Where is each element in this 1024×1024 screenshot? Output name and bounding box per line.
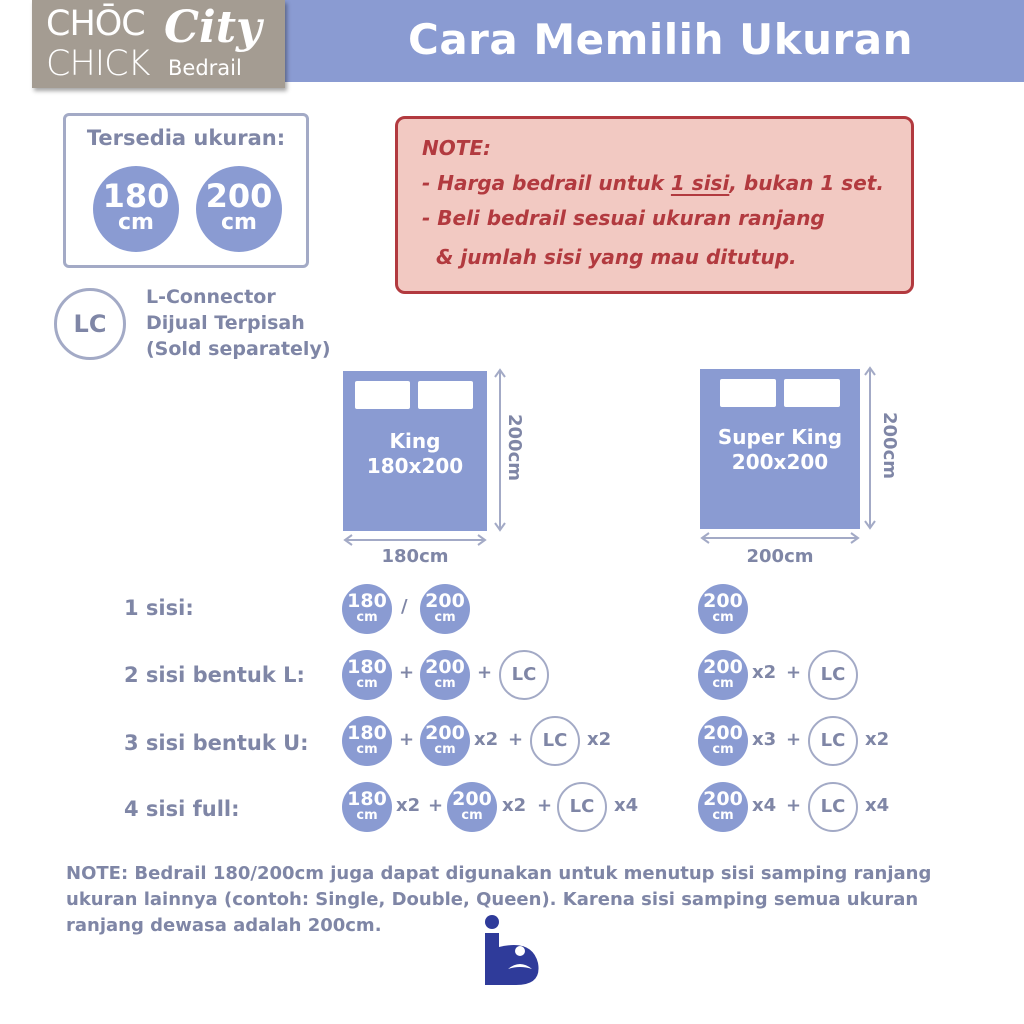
- multiplier: x4: [865, 795, 890, 816]
- multiplier: x3: [752, 729, 777, 750]
- note-line-2: - Beli bedrail sesuai ukuran ranjang: [422, 206, 825, 230]
- available-sizes-title: Tersedia ukuran:: [86, 126, 286, 150]
- multiplier: x2: [865, 729, 890, 750]
- multiplier: x2: [396, 795, 421, 816]
- footer-note: NOTE: Bedrail 180/200cm juga dapat digunakan untuk menutup sisi samping ranjang ukuran lainnya (contoh: Single, Double, Queen). Karena sisi samping semua ukuran ranjang dewasa adalah 200cm.: [66, 863, 932, 936]
- badge-value: 200: [425, 590, 465, 612]
- multiplier: x2: [502, 795, 527, 816]
- plus-operator: +: [537, 795, 553, 816]
- badge-value: 180: [347, 722, 387, 744]
- bedrail-180-badge: [342, 716, 392, 766]
- badge-value: 200: [452, 788, 492, 810]
- bedrail-200-badge: [698, 584, 748, 634]
- note-line-1: [422, 171, 884, 195]
- bedrail-200-badge: [698, 716, 748, 766]
- king-width-label: 180cm: [381, 546, 449, 567]
- bedrail-200-badge: [420, 716, 470, 766]
- king-length-label: 200cm: [504, 414, 525, 481]
- lc-badge: LC: [557, 782, 607, 832]
- multiplier: x4: [614, 795, 639, 816]
- bedrail-200-badge: [420, 584, 470, 634]
- king-bed-size: 180x200: [366, 454, 464, 478]
- badge-value: 200: [703, 722, 743, 744]
- badge-value: 200: [703, 656, 743, 678]
- row-label-4-side: 4 sisi full:: [124, 797, 240, 821]
- badge-unit: cm: [356, 808, 378, 823]
- plus-operator: +: [786, 795, 802, 816]
- size-badge-unit: cm: [221, 210, 257, 235]
- lc-badge: LC: [54, 288, 126, 360]
- badge-unit: cm: [434, 610, 456, 625]
- row-label-1-side: 1 sisi:: [124, 596, 194, 620]
- badge-value: 200: [703, 788, 743, 810]
- plus-operator: +: [428, 795, 444, 816]
- logo-city-text: City: [164, 2, 262, 53]
- badge-value: 180: [347, 788, 387, 810]
- size-badge-value: 180: [102, 177, 170, 215]
- note-line-1-post: , bukan 1 set.: [729, 171, 884, 195]
- lc-label-line1: L-Connector: [146, 286, 276, 308]
- row-label-3-side: 3 sisi bentuk U:: [124, 731, 309, 755]
- size-badge-unit: cm: [118, 210, 154, 235]
- logo-choc-text: CHŌC: [46, 4, 145, 44]
- lc-badge: LC: [808, 716, 858, 766]
- logo-chick-text: CHICK: [46, 44, 150, 84]
- bedrail-200-badge: [420, 650, 470, 700]
- lc-label-line3: (Sold separately): [146, 338, 331, 360]
- multiplier: x4: [752, 795, 777, 816]
- badge-unit: cm: [461, 808, 483, 823]
- plus-operator: +: [508, 729, 524, 750]
- logo-bedrail-text: Bedrail: [168, 56, 242, 80]
- bedrail-180-badge: [342, 584, 392, 634]
- badge-unit: cm: [434, 742, 456, 757]
- badge-unit: cm: [356, 610, 378, 625]
- badge-value: 180: [347, 590, 387, 612]
- slash-separator: /: [401, 596, 408, 617]
- bedrail-200-badge: [447, 782, 497, 832]
- super-king-dimension-arrows: [697, 363, 887, 549]
- lc-badge: LC: [530, 716, 580, 766]
- plus-operator: +: [786, 662, 802, 683]
- multiplier: x2: [752, 662, 777, 683]
- size-badge-200: [196, 166, 282, 252]
- super-king-bed-size: 200x200: [731, 450, 829, 474]
- row-label-2-side: 2 sisi bentuk L:: [124, 663, 305, 687]
- super-king-bed-name: Super King: [717, 425, 843, 449]
- lc-badge: LC: [808, 650, 858, 700]
- badge-unit: cm: [712, 676, 734, 691]
- super-king-width-label: 200cm: [746, 546, 814, 567]
- badge-unit: cm: [712, 742, 734, 757]
- king-dimension-arrows: [340, 365, 530, 551]
- page-title: Cara Memilih Ukuran: [408, 15, 913, 64]
- badge-value: 200: [425, 656, 465, 678]
- note-line-1-pre: - Harga bedrail untuk: [422, 171, 671, 195]
- bedrail-180-badge: [342, 650, 392, 700]
- bedrail-200-badge: [698, 782, 748, 832]
- lc-badge: LC: [499, 650, 549, 700]
- lc-label-line2: Dijual Terpisah: [146, 312, 305, 334]
- badge-unit: cm: [712, 808, 734, 823]
- note-line-1-underlined: 1 sisi: [670, 171, 730, 195]
- plus-operator: +: [786, 729, 802, 750]
- badge-unit: cm: [356, 742, 378, 757]
- bedrail-180-badge: [342, 782, 392, 832]
- plus-operator: +: [399, 729, 415, 750]
- badge-unit: cm: [356, 676, 378, 691]
- plus-operator: +: [477, 662, 493, 683]
- lc-badge: LC: [808, 782, 858, 832]
- size-badge-180: [93, 166, 179, 252]
- badge-unit: cm: [434, 676, 456, 691]
- note-title: NOTE:: [422, 136, 492, 160]
- note-line-3: & jumlah sisi yang mau ditutup.: [436, 245, 797, 269]
- king-bed-name: King: [389, 429, 441, 453]
- bedrail-200-badge: [698, 650, 748, 700]
- badge-value: 200: [425, 722, 465, 744]
- multiplier: x2: [474, 729, 499, 750]
- badge-value: 200: [703, 590, 743, 612]
- brand-mark-icon: [480, 913, 544, 987]
- plus-operator: +: [399, 662, 415, 683]
- badge-value: 180: [347, 656, 387, 678]
- size-badge-value: 200: [205, 177, 273, 215]
- badge-unit: cm: [712, 610, 734, 625]
- super-king-length-label: 200cm: [879, 412, 900, 479]
- multiplier: x2: [587, 729, 612, 750]
